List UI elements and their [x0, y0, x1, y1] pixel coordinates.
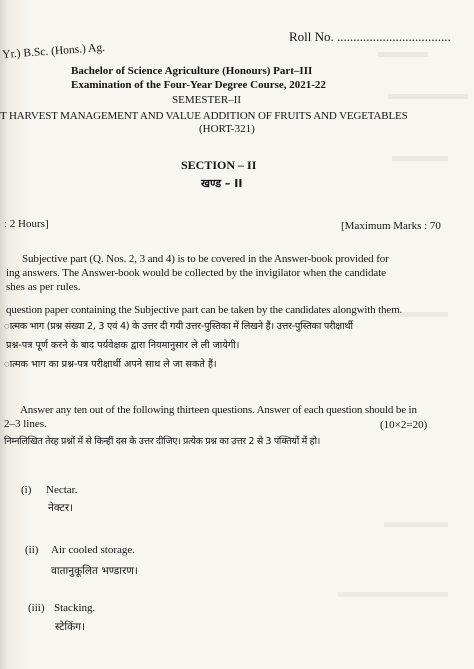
maximum-marks: [Maximum Marks : 70: [341, 220, 441, 232]
item-text-hi: नेक्टर।: [48, 502, 74, 514]
question-en-line-1: Answer any ten out of the following thirteen questions. Answer of each question should be in: [20, 404, 417, 416]
instruction-hi-line-3: ात्मक भाग का प्रश्न-पत्र परीक्षार्थी अपने साथ ले जा सकते हैं।: [4, 359, 217, 370]
section-title-hindi: खण्ड – II: [201, 177, 243, 190]
course-title: T HARVEST MANAGEMENT AND VALUE ADDITION OF FRUITS AND VEGETABLES: [0, 110, 408, 122]
degree-title: Bachelor of Science Agriculture (Honours) Part–III: [71, 65, 313, 77]
semester-label: SEMESTER–II: [172, 94, 242, 106]
exam-title: Examination of the Four-Year Degree Course, 2021-22: [71, 79, 326, 91]
item-number: (iii): [28, 602, 45, 614]
instruction-en-line-4: question paper containing the Subjective part can be taken by the candidates alongwith them.: [6, 304, 403, 316]
section-title: SECTION – II: [181, 158, 257, 172]
item-text-en: Nectar.: [46, 484, 78, 496]
question-hi-line: निम्नलिखित तेरह प्रश्नों में से किन्हीं दस के उत्तर दीजिए। प्रत्येक प्रश्न का उत्तर 2 से 3 पंक्तियों में हो।: [4, 436, 321, 447]
item-number: (i): [21, 484, 32, 496]
question-en-line-2: 2–3 lines.: [4, 418, 47, 430]
course-code: (HORT-321): [199, 123, 255, 135]
program-prefix: Yr.) B.Sc. (Hons.) Ag.: [1, 41, 106, 61]
roll-number-line: Roll No. ...................................: [289, 29, 451, 44]
item-text-hi: स्टेकिंग।: [55, 621, 86, 633]
item-number: (ii): [25, 544, 39, 556]
instruction-en-line-2: ing answers. The Answer-book would be collected by the invigilator when the candidate: [6, 267, 386, 279]
bleed-through-marks: [378, 52, 468, 612]
instruction-hi-line-2: प्रश्न-पत्र पूर्ण करने के बाद पर्यवेक्षक द्वारा नियमानुसार ले ली जायेगी।: [6, 340, 240, 351]
question-marks: (10×2=20): [380, 419, 428, 431]
instruction-en-line-1: Subjective part (Q. Nos. 2, 3 and 4) is to be covered in the Answer-book provided for: [22, 253, 389, 265]
item-text-en: Air cooled storage.: [51, 544, 135, 556]
time-allowed: : 2 Hours]: [4, 218, 49, 230]
item-text-en: Stacking.: [54, 602, 96, 614]
instruction-en-line-3: shes as per rules.: [6, 281, 81, 293]
item-text-hi: वातानुकूलित भण्डारण।: [51, 565, 138, 577]
instruction-hi-line-1: ात्मक भाग (प्रश्न संख्या 2, 3 एवं 4) के उत्तर दी गयी उत्तर-पुस्तिका में लिखने हैं। उत्तर-पुस्तिका परीक्षार्थी: [4, 321, 353, 332]
